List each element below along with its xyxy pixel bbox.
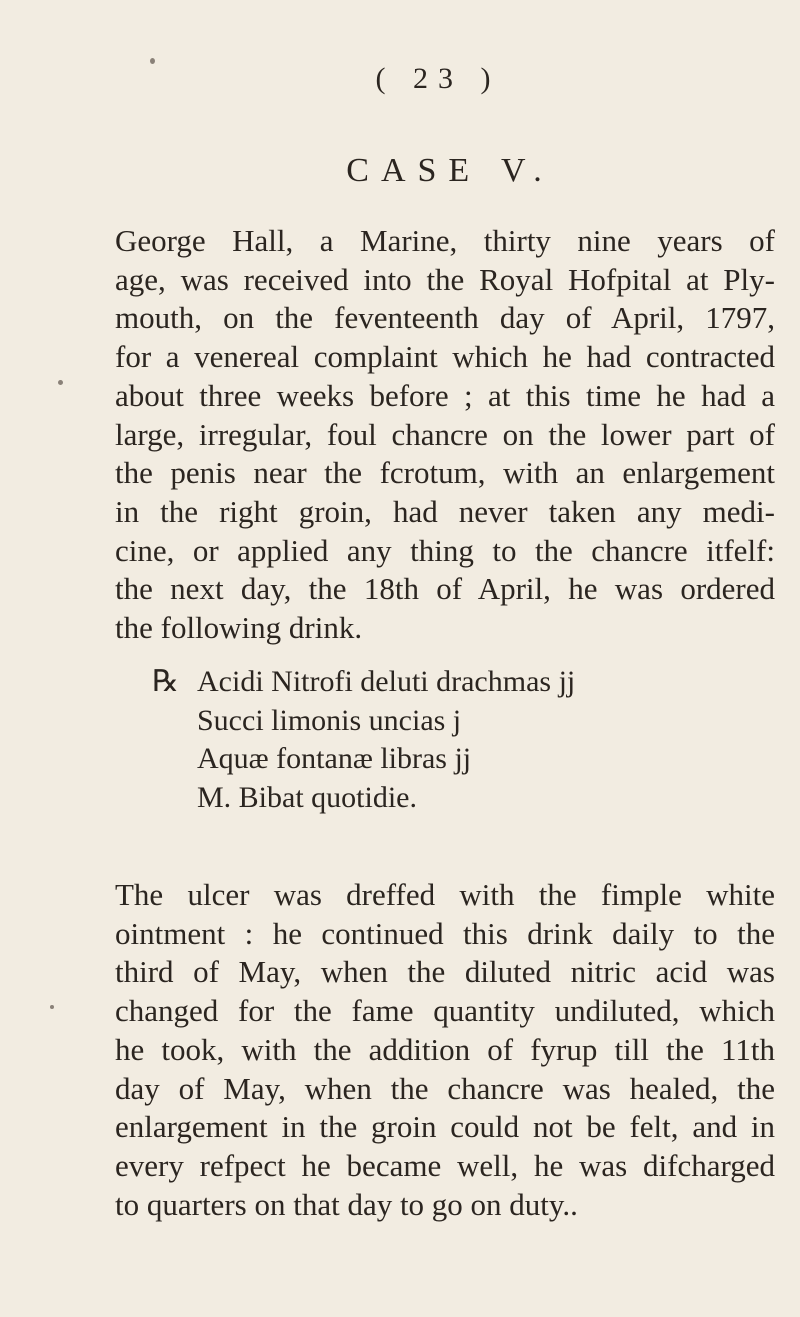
text-line: about three weeks before ; at this time he had a: [115, 377, 775, 413]
prescription-line: M. Bibat quotidie.: [197, 780, 417, 814]
ink-spot: [150, 58, 155, 64]
text-line: enlargement in the groin could not be felt, and in: [115, 1109, 775, 1145]
text-line: every refpect he became well, he was difcharged: [115, 1147, 775, 1183]
page-number: ( 23 ): [375, 62, 501, 95]
text-line: age, was received into the Royal Hofpital at Ply-: [115, 261, 775, 297]
ink-spot: [58, 380, 63, 385]
text-line: the following drink.: [115, 610, 363, 646]
prescription: [152, 663, 712, 817]
prescription-line: Aquæ fontanæ libras jj: [197, 742, 472, 775]
text-line: in the right groin, had never taken any medi-: [115, 493, 775, 529]
text-line: mouth, on the feventeenth day of April, 1797,: [115, 300, 775, 336]
case-heading: CASE V.: [346, 152, 554, 189]
text-line: for a venereal complaint which he had contracted: [115, 339, 775, 375]
recipe-symbol: ℞: [152, 665, 179, 698]
text-line: The ulcer was dreffed with the fimple white: [115, 877, 775, 912]
text-line: to quarters on that day to go on duty..: [115, 1186, 578, 1222]
text-line: the penis near the fcrotum, with an enlargement: [115, 455, 775, 491]
text-line: day of May, when the chancre was healed, the: [115, 1070, 775, 1106]
text-line: he took, with the addition of fyrup till the 11th: [115, 1031, 775, 1067]
text-line: cine, or applied any thing to the chancre itfelf:: [115, 532, 775, 568]
prescription-line: Succi limonis uncias j: [197, 703, 462, 737]
text-line: third of May, when the diluted nitric acid was: [115, 954, 775, 990]
case-paragraph-2: [115, 876, 775, 1224]
text-line: large, irregular, foul chancre on the lower part of: [115, 416, 775, 452]
prescription-line: Acidi Nitrofi deluti drachmas jj: [197, 665, 576, 698]
text-line: ointment : he continued this drink daily to the: [115, 915, 775, 951]
text-line: George Hall, a Marine, thirty nine years of: [115, 223, 775, 258]
ink-spot: [50, 1005, 54, 1009]
text-line: changed for the fame quantity undiluted, which: [115, 993, 775, 1029]
text-line: the next day, the 18th of April, he was ordered: [115, 571, 775, 607]
case-paragraph-1: [115, 222, 775, 648]
